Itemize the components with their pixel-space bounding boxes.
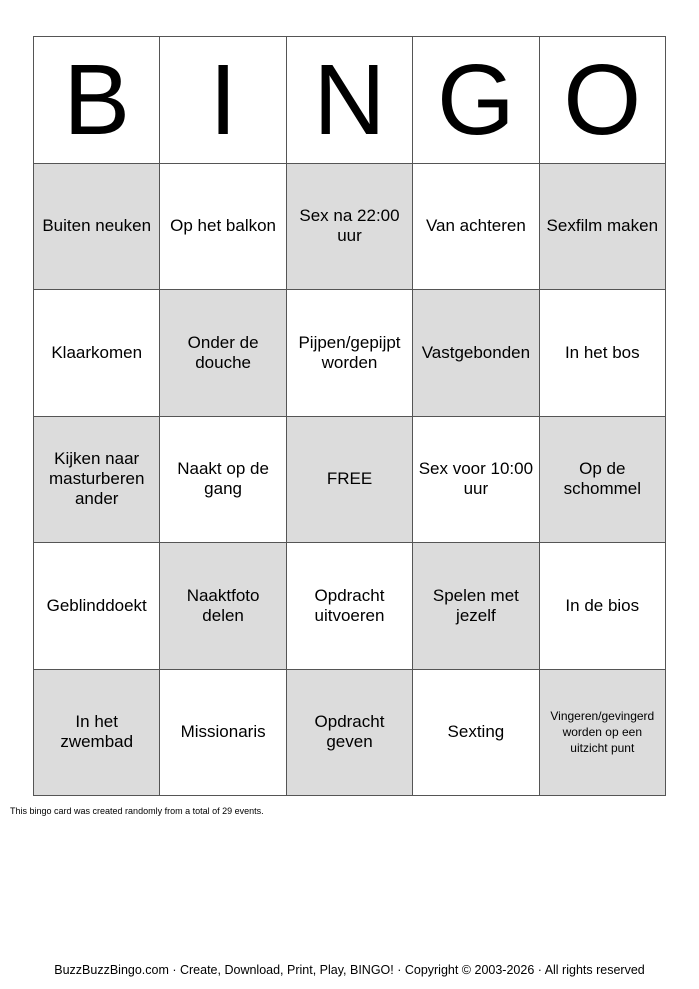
bingo-cell: Van achteren (413, 164, 539, 291)
header-letter-b: B (34, 37, 160, 164)
bingo-cell: Naaktfoto delen (160, 543, 286, 670)
bingo-cell: In het bos (540, 290, 666, 417)
bingo-cell: In de bios (540, 543, 666, 670)
bingo-cell: Op het balkon (160, 164, 286, 291)
header-letter-o: O (540, 37, 666, 164)
bingo-cell: In het zwembad (34, 670, 160, 797)
copyright-footer: BuzzBuzzBingo.com · Create, Download, Print, Play, BINGO! · Copyright © 2003-2026 · All rights reserved (54, 963, 645, 977)
bingo-cell: Opdracht geven (287, 670, 413, 797)
bingo-cell: Naakt op de gang (160, 417, 286, 544)
bingo-cell: Kijken naar masturberen ander (34, 417, 160, 544)
bingo-cell: Spelen met jezelf (413, 543, 539, 670)
header-letter-n: N (287, 37, 413, 164)
event-count-note: This bingo card was created randomly from a total of 29 events. (10, 806, 264, 816)
bingo-cell: Geblinddoekt (34, 543, 160, 670)
bingo-cell: Op de schommel (540, 417, 666, 544)
bingo-cell: Sex na 22:00 uur (287, 164, 413, 291)
bingo-cell: Vingeren/gevingerd worden op een uitzicht punt (540, 670, 666, 797)
bingo-cell: Opdracht uitvoeren (287, 543, 413, 670)
bingo-cell: Pijpen/gepijpt worden (287, 290, 413, 417)
bingo-cell: Vastgebonden (413, 290, 539, 417)
bingo-cell: Sexting (413, 670, 539, 797)
header-letter-g: G (413, 37, 539, 164)
bingo-card (33, 36, 666, 796)
free-space: FREE (287, 417, 413, 544)
bingo-cell: Sexfilm maken (540, 164, 666, 291)
bingo-cell: Klaarkomen (34, 290, 160, 417)
bingo-cell: Buiten neuken (34, 164, 160, 291)
header-letter-i: I (160, 37, 286, 164)
bingo-cell: Onder de douche (160, 290, 286, 417)
bingo-cell: Missionaris (160, 670, 286, 797)
bingo-cell: Sex voor 10:00 uur (413, 417, 539, 544)
